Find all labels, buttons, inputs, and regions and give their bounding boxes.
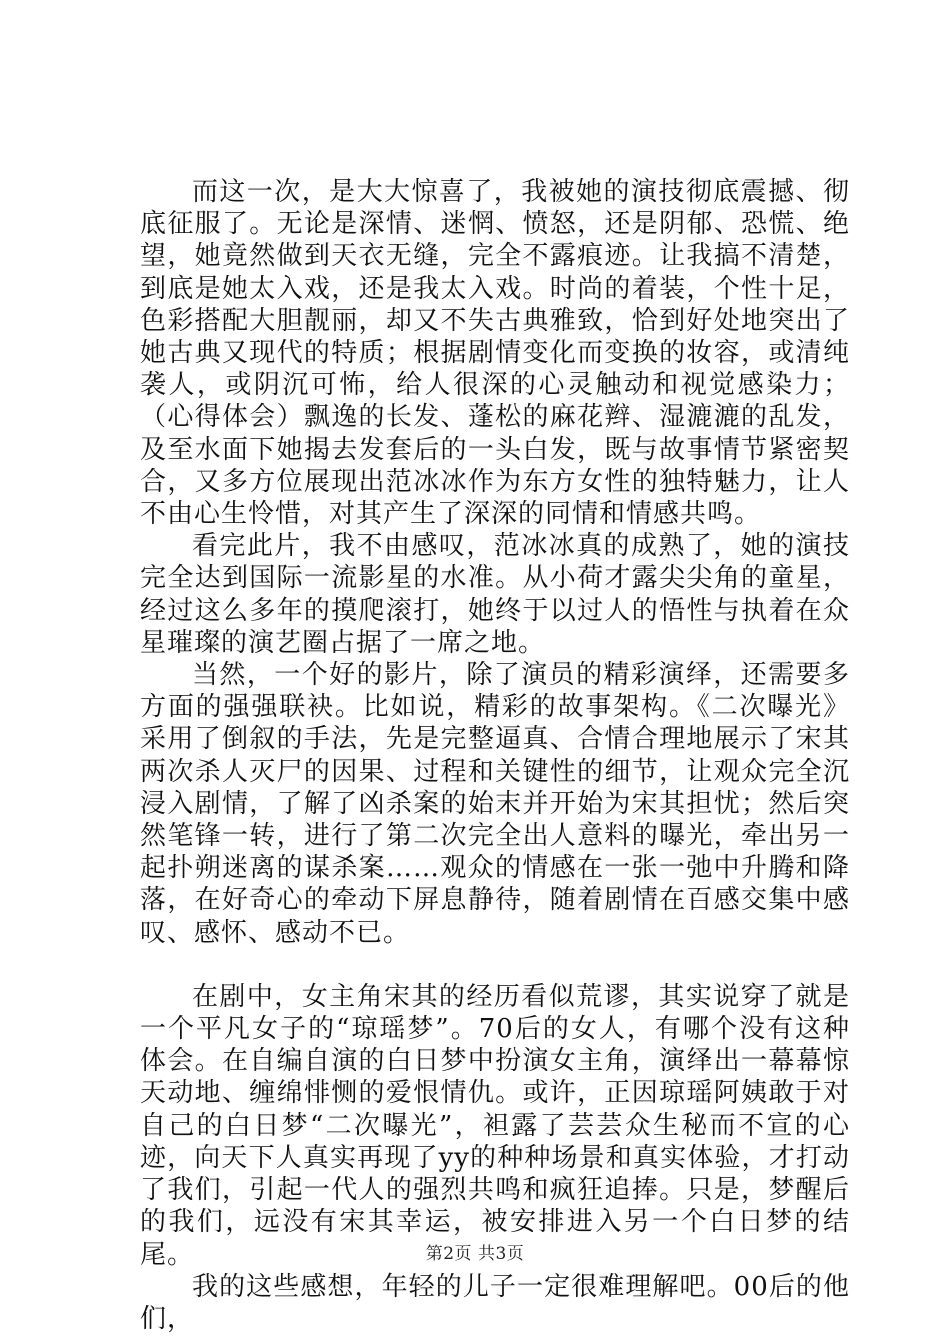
paragraph-4: 在剧中，女主角宋其的经历看似荒谬，其实说穿了就是一个平凡女子的“琼瑶梦”。70后的女人，有哪个没有这种体会。在自编自演的白日梦中扮演女主角，演绎出一幕幕惊天动地、缠绵悱恻的爱恨情仇。或许，正因琼瑶阿姨敢于对自己的白日梦“二次曝光”，袒露了芸芸众生秘而不宣的心迹，向天下人真实再现了yy的种种场景和真实体验，才打动了我们，引起一代人的强烈共鸣和疯狂追捧。只是，梦醒后的我们，远没有宋其幸运，被安排进入另一个白日梦的结尾。	[140, 981, 850, 1270]
paragraph-1: 而这一次，是大大惊喜了，我被她的演技彻底震撼、彻底征服了。无论是深情、迷惘、愤怒，还是阴郁、恐慌、绝望，她竟然做到天衣无缝，完全不露痕迹。让我搞不清楚，到底是她太入戏，还是我太入戏。时尚的着装，个性十足，色彩搭配大胆靓丽，却又不失古典雅致，恰到好处地突出了她古典又现代的特质；根据剧情变化而变换的妆容，或清纯袭人，或阴沉可怖，给人很深的心灵触动和视觉感染力；（心得体会）飘逸的长发、蓬松的麻花辫、湿漉漉的乱发，及至水面下她揭去发套后的一头白发，既与故事情节紧密契合，又多方位展现出范冰冰作为东方女性的独特魅力，让人不由心生怜惜，对其产生了深深的同情和情感共鸣。	[140, 177, 850, 530]
body-text	[140, 176, 850, 1335]
page-footer: 第2页 共3页	[425, 1244, 525, 1264]
paragraph-5: 我的这些感想，年轻的儿子一定很难理解吧。00后的他们，	[140, 1271, 850, 1334]
paragraph-gap	[140, 949, 850, 981]
paragraph-3: 当然，一个好的影片，除了演员的精彩演绎，还需要多方面的强强联袂。比如说，精彩的故事架构。《二次曝光》采用了倒叙的手法，先是完整逼真、合情合理地展示了宋其两次杀人灭尸的因果、过程和关键性的细节，让观众完全沉浸入剧情，了解了凶杀案的始末并开始为宋其担忧；然后突然笔锋一转，进行了第二次完全出人意料的曝光，牵出另一起扑朔迷离的谋杀案……观众的情感在一张一弛中升腾和降落，在好奇心的牵动下屏息静待，随着剧情在百感交集中感叹、感怀、感动不已。	[140, 660, 850, 948]
paragraph-2: 看完此片，我不由感叹，范冰冰真的成熟了，她的演技完全达到国际一流影星的水准。从小荷才露尖尖角的童星，经过这么多年的摸爬滚打，她终于以过人的悟性与执着在众星璀璨的演艺圈占据了一席之地。	[140, 531, 850, 658]
